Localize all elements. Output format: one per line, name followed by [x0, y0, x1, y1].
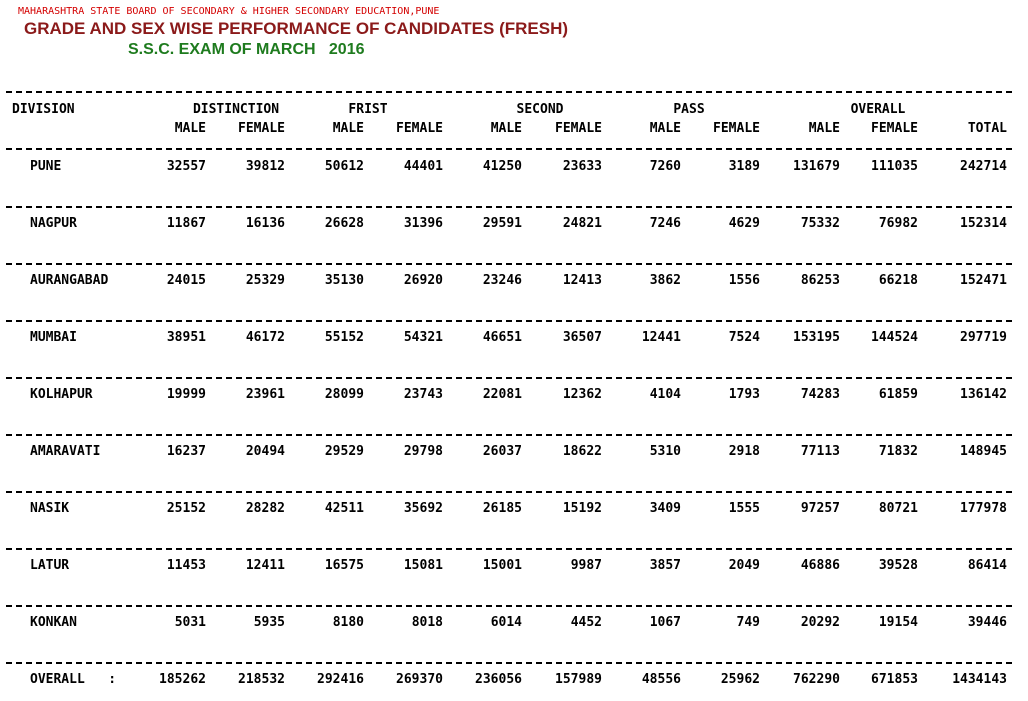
table-cell: 6014: [490, 615, 522, 630]
table-cell: 24015: [166, 273, 206, 288]
division-name: KONKAN: [30, 615, 77, 630]
overall-cell: 671853: [871, 672, 918, 687]
table-cell: 25152: [166, 501, 206, 516]
report-subtitle: S.S.C. EXAM OF MARCH 2016: [128, 41, 365, 58]
table-cell: 148945: [960, 444, 1007, 459]
table-cell: 4629: [728, 216, 760, 231]
overall-cell: 762290: [793, 672, 840, 687]
table-cell: 25329: [245, 273, 285, 288]
row-divider: [6, 263, 1012, 265]
division-name: AURANGABAD: [30, 273, 109, 288]
table-cell: 242714: [960, 159, 1007, 174]
table-cell: 54321: [403, 330, 443, 345]
header-sub: MALE: [808, 121, 840, 136]
table-cell: 131679: [793, 159, 840, 174]
table-cell: 16575: [324, 558, 364, 573]
division-name: AMARAVATI: [30, 444, 101, 459]
table-cell: 3409: [649, 501, 681, 516]
divider-top: [6, 91, 1012, 93]
table-cell: 12413: [562, 273, 602, 288]
table-cell: 152314: [960, 216, 1007, 231]
table-cell: 15001: [482, 558, 522, 573]
table-cell: 29798: [403, 444, 443, 459]
table-cell: 1793: [728, 387, 760, 402]
board-name: MAHARASHTRA STATE BOARD OF SECONDARY & HIGHER SECONDARY EDUCATION,PUNE: [18, 6, 440, 17]
row-divider: [6, 377, 1012, 379]
header-sub: FEMALE: [396, 121, 443, 136]
header-group: PASS: [673, 102, 705, 117]
table-cell: 18622: [562, 444, 602, 459]
table-cell: 11867: [166, 216, 206, 231]
header-sub: MALE: [649, 121, 681, 136]
table-cell: 24821: [562, 216, 602, 231]
row-divider: [6, 434, 1012, 436]
report-title: GRADE AND SEX WISE PERFORMANCE OF CANDIDATES (FRESH): [24, 19, 569, 38]
table-cell: 16136: [245, 216, 285, 231]
table-cell: 42511: [324, 501, 364, 516]
table-cell: 7260: [649, 159, 681, 174]
table-cell: 38951: [166, 330, 206, 345]
table-cell: 5935: [253, 615, 285, 630]
table-cell: 20292: [800, 615, 840, 630]
table-cell: 1556: [728, 273, 760, 288]
table-cell: 22081: [482, 387, 522, 402]
table-cell: 39812: [245, 159, 285, 174]
table-cell: 55152: [324, 330, 364, 345]
table-cell: 152471: [960, 273, 1007, 288]
overall-cell: 269370: [396, 672, 443, 687]
overall-cell: 218532: [238, 672, 285, 687]
division-name: NAGPUR: [30, 216, 77, 231]
table-cell: 29529: [324, 444, 364, 459]
table-cell: 86253: [800, 273, 840, 288]
table-cell: 29591: [482, 216, 522, 231]
table-cell: 46172: [245, 330, 285, 345]
table-cell: 11453: [166, 558, 206, 573]
row-divider: [6, 605, 1012, 607]
table-cell: 297719: [960, 330, 1007, 345]
table-cell: 20494: [245, 444, 285, 459]
table-cell: 97257: [800, 501, 840, 516]
header-sub: MALE: [174, 121, 206, 136]
table-cell: 15081: [403, 558, 443, 573]
table-cell: 76982: [878, 216, 918, 231]
table-cell: 28282: [245, 501, 285, 516]
header-sub: MALE: [332, 121, 364, 136]
table-cell: 1067: [649, 615, 681, 630]
division-name: NASIK: [30, 501, 70, 516]
overall-cell: 185262: [159, 672, 206, 687]
header-group: DISTINCTION: [192, 102, 280, 117]
table-cell: 77113: [800, 444, 840, 459]
table-cell: 2049: [728, 558, 760, 573]
header-sub: FEMALE: [713, 121, 760, 136]
table-cell: 19999: [166, 387, 206, 402]
table-cell: 12411: [245, 558, 285, 573]
header-sub: FEMALE: [871, 121, 918, 136]
table-cell: 28099: [324, 387, 364, 402]
overall-label: OVERALL :: [30, 672, 117, 687]
table-cell: 32557: [166, 159, 206, 174]
table-cell: 153195: [793, 330, 840, 345]
table-cell: 86414: [967, 558, 1007, 573]
header-group: OVERALL: [850, 102, 906, 117]
header-group: FRIST: [348, 102, 388, 117]
row-divider: [6, 206, 1012, 208]
overall-cell: 1434143: [952, 672, 1007, 687]
overall-cell: 236056: [475, 672, 522, 687]
header-sub: TOTAL: [967, 121, 1007, 136]
table-cell: 19154: [878, 615, 918, 630]
table-cell: 8018: [411, 615, 443, 630]
table-cell: 74283: [800, 387, 840, 402]
table-cell: 7246: [649, 216, 681, 231]
row-divider: [6, 491, 1012, 493]
table-cell: 1555: [728, 501, 760, 516]
table-cell: 36507: [562, 330, 602, 345]
table-cell: 26037: [482, 444, 522, 459]
table-cell: 2918: [728, 444, 760, 459]
header-group: SECOND: [516, 102, 564, 117]
header-sub: FEMALE: [238, 121, 285, 136]
overall-cell: 25962: [720, 672, 760, 687]
overall-cell: 48556: [641, 672, 681, 687]
table-cell: 50612: [324, 159, 364, 174]
table-cell: 23246: [482, 273, 522, 288]
table-cell: 35692: [403, 501, 443, 516]
table-cell: 15192: [562, 501, 602, 516]
table-cell: 3862: [649, 273, 681, 288]
table-cell: 136142: [960, 387, 1007, 402]
table-cell: 44401: [403, 159, 443, 174]
table-cell: 75332: [800, 216, 840, 231]
division-name: MUMBAI: [30, 330, 77, 345]
divider-header: [6, 148, 1012, 150]
table-cell: 41250: [482, 159, 522, 174]
table-cell: 66218: [878, 273, 918, 288]
table-cell: 3189: [728, 159, 760, 174]
table-cell: 12441: [641, 330, 681, 345]
table-cell: 3857: [649, 558, 681, 573]
division-name: LATUR: [30, 558, 70, 573]
row-divider: [6, 548, 1012, 550]
table-cell: 61859: [878, 387, 918, 402]
table-cell: 31396: [403, 216, 443, 231]
table-cell: 39528: [878, 558, 918, 573]
table-cell: 144524: [871, 330, 918, 345]
table-cell: 5310: [649, 444, 681, 459]
table-cell: 7524: [728, 330, 760, 345]
table-cell: 46651: [482, 330, 522, 345]
table-cell: 111035: [871, 159, 918, 174]
row-divider: [6, 662, 1012, 664]
table-cell: 46886: [800, 558, 840, 573]
table-cell: 8180: [332, 615, 364, 630]
table-cell: 4104: [649, 387, 681, 402]
table-cell: 80721: [878, 501, 918, 516]
table-cell: 39446: [967, 615, 1007, 630]
header-sub: MALE: [490, 121, 522, 136]
overall-cell: 292416: [317, 672, 364, 687]
table-cell: 16237: [166, 444, 206, 459]
table-cell: 26920: [403, 273, 443, 288]
table-cell: 35130: [324, 273, 364, 288]
table-cell: 71832: [878, 444, 918, 459]
division-name: KOLHAPUR: [30, 387, 93, 402]
header-division: DIVISION: [12, 102, 75, 117]
overall-cell: 157989: [555, 672, 602, 687]
table-cell: 23633: [562, 159, 602, 174]
table-cell: 9987: [570, 558, 602, 573]
row-divider: [6, 320, 1012, 322]
header-sub: FEMALE: [555, 121, 602, 136]
table-cell: 749: [736, 615, 760, 630]
table-cell: 23961: [245, 387, 285, 402]
table-cell: 5031: [174, 615, 206, 630]
table-cell: 4452: [570, 615, 602, 630]
division-name: PUNE: [30, 159, 62, 174]
table-cell: 26185: [482, 501, 522, 516]
table-cell: 26628: [324, 216, 364, 231]
table-cell: 177978: [960, 501, 1007, 516]
table-cell: 23743: [403, 387, 443, 402]
table-cell: 12362: [562, 387, 602, 402]
